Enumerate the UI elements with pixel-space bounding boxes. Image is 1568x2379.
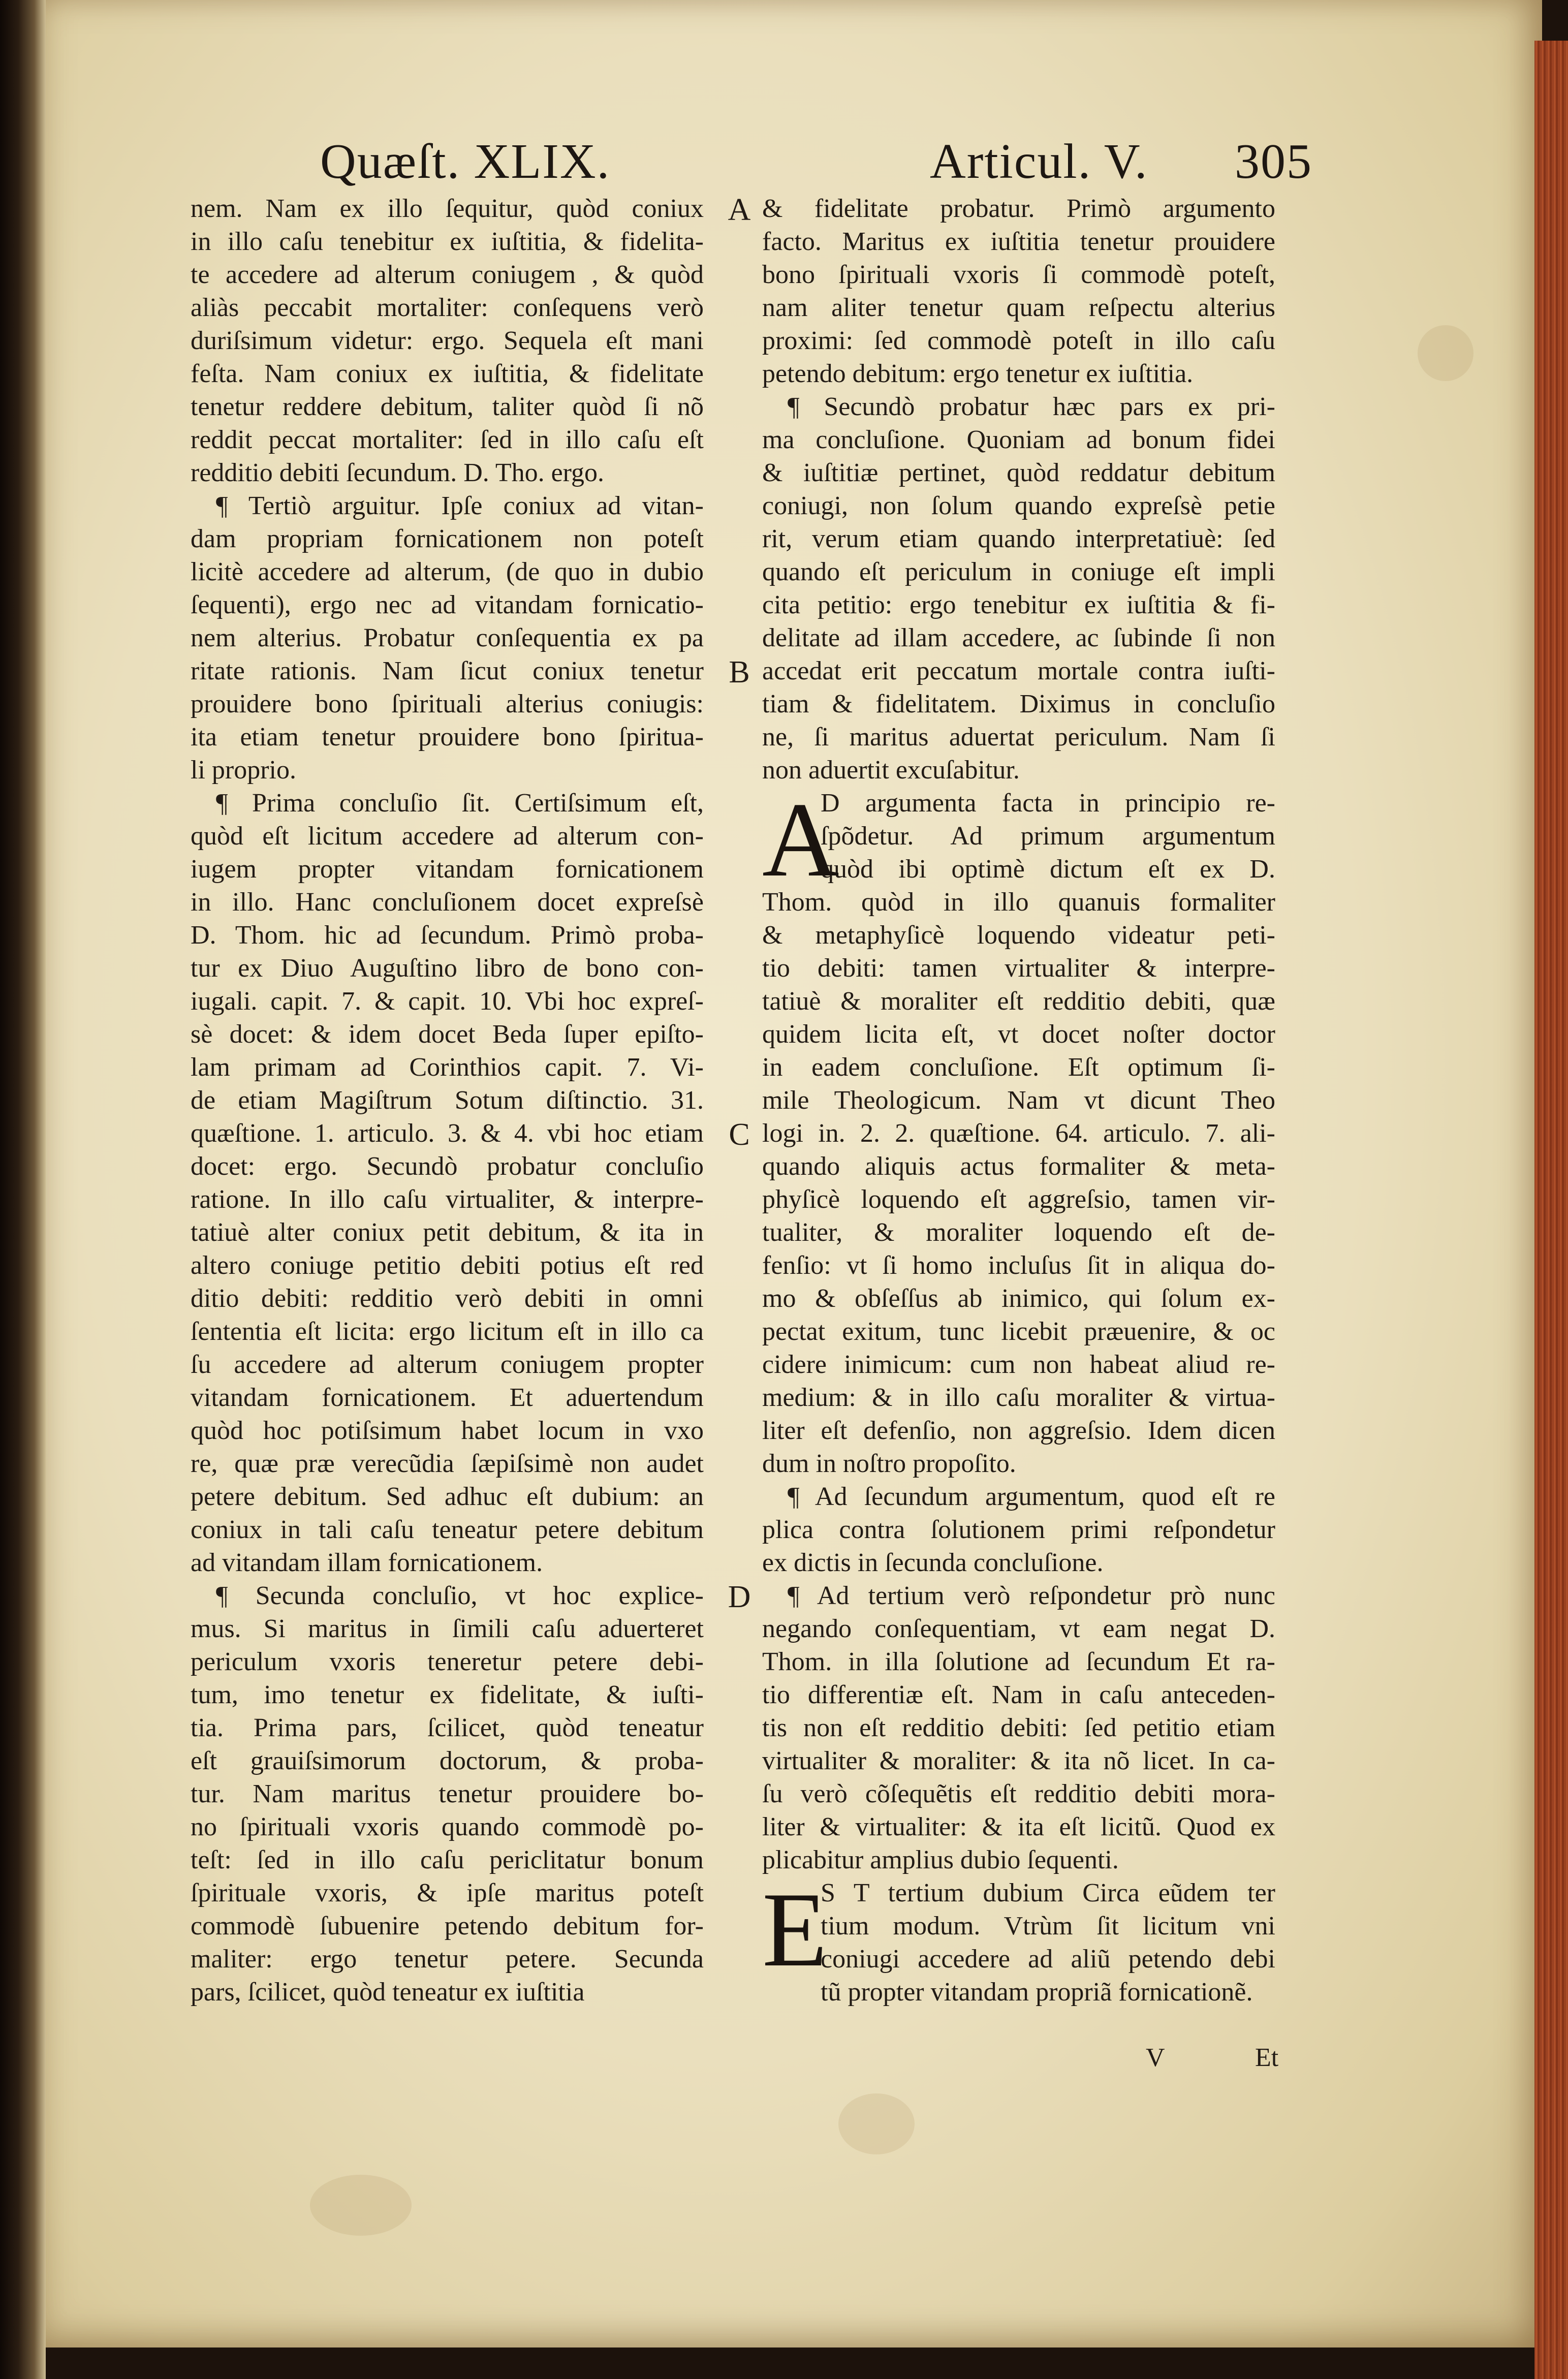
text-line: iugem propter vitandam fornicationem bbox=[191, 855, 704, 884]
text-line: prouidere bono ſpirituali alterius coniugis: bbox=[191, 690, 704, 718]
text-line: tualiter, & moraliter loquendo eſt de- bbox=[762, 1218, 1275, 1247]
text-line: licitè accedere ad alterum, (de quo in dubio bbox=[191, 557, 704, 586]
text-line: dam propriam fornicationem non poteſt bbox=[191, 524, 704, 553]
text-line: quando aliquis actus formaliter & meta- bbox=[762, 1152, 1275, 1181]
text-line: ne, ſi maritus aduertat periculum. Nam ſi bbox=[762, 723, 1275, 752]
text-line: ex dictis in ſecunda concluſione. bbox=[762, 1548, 1104, 1577]
text-line: ¶ Tertiò arguitur. Ipſe coniux ad vitan- bbox=[216, 491, 704, 520]
text-line: accedat erit peccatum mortale contra iuſti- bbox=[762, 656, 1275, 685]
text-line: pectat exitum, tunc licebit præuenire, & oc bbox=[762, 1317, 1275, 1346]
text-line: tium modum. Vtrùm ſit licitum vni bbox=[821, 1912, 1275, 1940]
text-line: ad vitandam illam fornicationem. bbox=[191, 1548, 543, 1577]
text-line: ſequenti), ergo nec ad vitandam fornicatio- bbox=[191, 590, 704, 619]
text-line: mus. Si maritus in ſimili caſu aduerteret bbox=[191, 1614, 704, 1643]
text-line: tur. Nam maritus tenetur prouidere bo- bbox=[191, 1779, 704, 1808]
text-line: in illo. Hanc concluſionem docet expreſsè bbox=[191, 888, 704, 917]
text-line: tenetur reddere debitum, taliter quòd ſi nõ bbox=[191, 392, 704, 421]
text-line: tis non eſt redditio debiti: ſed petitio etiam bbox=[762, 1713, 1275, 1742]
text-line: nem. Nam ex illo ſequitur, quòd coniux bbox=[191, 194, 704, 223]
text-line: mile Theologicum. Nam vt dicunt Theo bbox=[762, 1086, 1275, 1115]
text-line: Thom. quòd in illo quanuis formaliter bbox=[762, 888, 1275, 917]
text-line: ¶ Secundò probatur hæc pars ex pri- bbox=[788, 392, 1275, 421]
marginal-letter-d: D bbox=[728, 1580, 751, 1614]
text-line: ratione. In illo caſu virtualiter, & interpre- bbox=[191, 1185, 704, 1214]
page-edges bbox=[1534, 41, 1568, 2379]
text-line: tum, imo tenetur ex fidelitate, & iuſti- bbox=[191, 1680, 704, 1709]
catchword: Et bbox=[1255, 2043, 1279, 2072]
text-line: ſententia eſt licita: ergo licitum eſt in illo ca bbox=[191, 1317, 704, 1346]
dropcap-a: A bbox=[762, 781, 839, 899]
text-line: reddit peccat mortaliter: ſed in illo caſu eſt bbox=[191, 425, 704, 454]
page-number: 305 bbox=[1235, 134, 1312, 189]
marginal-letter-c: C bbox=[729, 1117, 750, 1152]
text-line: facto. Maritus ex iuſtitia tenetur prouidere bbox=[762, 227, 1275, 256]
text-line: tur ex Diuo Auguſtino libro de bono con- bbox=[191, 954, 704, 983]
text-line: rit, verum etiam quando interpretatiuè: ſed bbox=[762, 524, 1275, 553]
text-line: virtualiter & moraliter: & ita nõ licet. In ca- bbox=[762, 1746, 1275, 1775]
running-head-article: Articul. V. bbox=[930, 134, 1148, 189]
text-line: tatiuè & moraliter eſt redditio debiti, quæ bbox=[762, 987, 1275, 1016]
text-line: ita etiam tenetur prouidere bono ſpiritua- bbox=[191, 723, 704, 752]
marginal-letter-b: B bbox=[729, 655, 750, 690]
text-line: coniux in tali caſu teneatur petere debitum bbox=[191, 1515, 704, 1544]
text-line: lam primam ad Corinthios capit. 7. Vi- bbox=[191, 1053, 704, 1082]
text-line: cidere inimicum: cum non habeat aliud re- bbox=[762, 1350, 1275, 1379]
text-line: tio differentiæ eſt. Nam in caſu anteceden- bbox=[762, 1680, 1275, 1709]
text-line: no ſpirituali vxoris quando commodè po- bbox=[191, 1812, 704, 1841]
text-line: & fidelitate probatur. Primò argumento bbox=[762, 194, 1275, 223]
signature-mark: V bbox=[1146, 2043, 1165, 2072]
text-line: delitate ad illam accedere, ac ſubinde ſi non bbox=[762, 623, 1275, 652]
text-line: S T tertium dubium Circa eũdem ter bbox=[821, 1879, 1275, 1907]
text-line: docet: ergo. Secundò probatur concluſio bbox=[191, 1152, 704, 1181]
text-line: re, quæ præ verecũdia ſæpiſsimè non audet bbox=[191, 1449, 704, 1478]
text-line: coniugi, non ſolum quando expreſsè petie bbox=[762, 491, 1275, 520]
text-line: D. Thom. hic ad ſecundum. Primò proba- bbox=[191, 921, 704, 950]
text-line: commodè ſubuenire petendo debitum for- bbox=[191, 1912, 704, 1940]
text-line: te accedere ad alterum coniugem , & quòd bbox=[191, 260, 704, 289]
text-line: aliàs peccabit mortaliter: conſequens verò bbox=[191, 293, 704, 322]
marginal-letter-a: A bbox=[728, 193, 751, 227]
text-line: feſta. Nam coniux ex iuſtitia, & fidelitate bbox=[191, 359, 704, 388]
text-line: cita petitio: ergo tenebitur ex iuſtitia & fi- bbox=[762, 590, 1275, 619]
text-line: ¶ Ad tertium verò reſpondetur prò nunc bbox=[788, 1581, 1275, 1610]
text-line: plica contra ſolutionem primi reſpondetur bbox=[762, 1515, 1275, 1544]
text-line: ſu accedere ad alterum coniugem propter bbox=[191, 1350, 704, 1379]
text-line: ſu verò cõſequẽtis eſt redditio debiti mora- bbox=[762, 1779, 1275, 1808]
text-line: ¶ Secunda concluſio, vt hoc explice- bbox=[216, 1581, 704, 1610]
text-line: dum in noſtro propoſito. bbox=[762, 1449, 1016, 1478]
text-line: ſpõdetur. Ad primum argumentum bbox=[821, 822, 1275, 851]
text-line: sè docet: & idem docet Beda ſuper epiſto- bbox=[191, 1020, 704, 1049]
text-line: eſt grauiſsimorum doctorum, & proba- bbox=[191, 1746, 704, 1775]
text-line: ¶ Prima concluſio ſit. Certiſsimum eſt, bbox=[216, 789, 704, 818]
text-line: bono ſpirituali vxoris ſi commodè poteſt, bbox=[762, 260, 1275, 289]
text-line: quæſtione. 1. articulo. 3. & 4. vbi hoc etiam bbox=[191, 1119, 704, 1148]
text-line: li proprio. bbox=[191, 756, 296, 785]
text-line: negando conſequentiam, vt eam negat D. bbox=[762, 1614, 1275, 1643]
dropcap-e: E bbox=[762, 1871, 828, 1989]
text-line: quòd ibi optimè dictum eſt ex D. bbox=[821, 855, 1275, 884]
text-line: pars, ſcilicet, quòd teneatur ex iuſtitia bbox=[191, 1978, 585, 2007]
text-line: liter & virtualiter: & ita eſt licitũ. Quod ex bbox=[762, 1812, 1275, 1841]
text-line: ¶ Ad ſecundum argumentum, quod eſt re bbox=[788, 1482, 1275, 1511]
text-line: nem alterius. Probatur conſequentia ex pa bbox=[191, 623, 704, 652]
text-line: logi in. 2. 2. quæſtione. 64. articulo. 7. ali- bbox=[762, 1119, 1275, 1148]
text-line: teſt: ſed in illo caſu periclitatur bonum bbox=[191, 1845, 704, 1874]
text-line: ritate rationis. Nam ſicut coniux tenetur bbox=[191, 656, 704, 685]
text-line: ditio debiti: redditio verò debiti in omni bbox=[191, 1284, 704, 1313]
text-line: proximi: ſed commodè poteſt in illo caſu bbox=[762, 326, 1275, 355]
text-line: ma concluſione. Quoniam ad bonum fidei bbox=[762, 425, 1275, 454]
text-line: quidem licita eſt, vt docet noſter doctor bbox=[762, 1020, 1275, 1049]
text-line: maliter: ergo tenetur petere. Secunda bbox=[191, 1945, 704, 1974]
text-line: tatiuè alter coniux petit debitum, & ita in bbox=[191, 1218, 704, 1247]
text-line: D argumenta facta in principio re- bbox=[821, 789, 1275, 818]
text-line: quòd hoc potiſsimum habet locum in vxo bbox=[191, 1416, 704, 1445]
text-line: in illo caſu tenebitur ex iuſtitia, & fidelita- bbox=[191, 227, 704, 256]
text-line: tia. Prima pars, ſcilicet, quòd teneatur bbox=[191, 1713, 704, 1742]
text-line: in eadem concluſione. Eſt optimum ſi- bbox=[762, 1053, 1275, 1082]
right-column bbox=[762, 192, 1275, 2009]
text-line: nam aliter tenetur quam reſpectu alterius bbox=[762, 293, 1275, 322]
text-line: petere debitum. Sed adhuc eſt dubium: an bbox=[191, 1482, 704, 1511]
text-line: iugali. capit. 7. & capit. 10. Vbi hoc expreſ- bbox=[191, 987, 704, 1016]
text-line: de etiam Magiſtrum Sotum diſtinctio. 31. bbox=[191, 1086, 704, 1115]
text-line: tio debiti: tamen virtualiter & interpre- bbox=[762, 954, 1275, 983]
text-line: non aduertit excuſabitur. bbox=[762, 756, 1020, 785]
text-line: mo & obſeſſus ab inimico, qui ſolum ex- bbox=[762, 1284, 1275, 1313]
text-line: & iuſtitiæ pertinet, quòd reddatur debitum bbox=[762, 458, 1275, 487]
text-line: phyſicè loquendo eſt aggreſsio, tamen vir- bbox=[762, 1185, 1275, 1214]
text-line: periculum vxoris teneretur petere debi- bbox=[191, 1647, 704, 1676]
book-gutter bbox=[0, 0, 46, 2379]
text-line: medium: & in illo caſu moraliter & virtua- bbox=[762, 1383, 1275, 1412]
running-head-question: Quæſt. XLIX. bbox=[320, 134, 611, 189]
text-line: & metaphyſicè loquendo videatur peti- bbox=[762, 921, 1275, 950]
text-line: duriſsimum videtur: ergo. Sequela eſt mani bbox=[191, 326, 704, 355]
text-line: liter eſt defenſio, non aggreſsio. Idem dicen bbox=[762, 1416, 1275, 1445]
text-line: Thom. in illa ſolutione ad ſecundum Et ra- bbox=[762, 1647, 1275, 1676]
text-line: quòd eſt licitum accedere ad alterum con- bbox=[191, 822, 704, 851]
text-line: redditio debiti ſecundum. D. Tho. ergo. bbox=[191, 458, 605, 487]
text-line: fenſio: vt ſi homo incluſus ſit in aliqua do- bbox=[762, 1251, 1275, 1280]
text-line: coniugi accedere ad aliũ petendo debi bbox=[821, 1945, 1275, 1974]
text-line: petendo debitum: ergo tenetur ex iuſtitia. bbox=[762, 359, 1194, 388]
text-line: tũ propter vitandam propriã fornicationẽ. bbox=[821, 1978, 1253, 2007]
text-line: ſpirituale vxoris, & ipſe maritus poteſt bbox=[191, 1879, 704, 1907]
text-line: vitandam fornicationem. Et aduertendum bbox=[191, 1383, 704, 1412]
text-line: plicabitur amplius dubio ſequenti. bbox=[762, 1845, 1119, 1874]
text-line: altero coniuge petitio debiti potius eſt red bbox=[191, 1251, 704, 1280]
left-column bbox=[191, 192, 704, 2009]
text-line: quando eſt periculum in coniuge eſt impli bbox=[762, 557, 1275, 586]
text-line: tiam & fidelitatem. Diximus in concluſio bbox=[762, 690, 1275, 718]
